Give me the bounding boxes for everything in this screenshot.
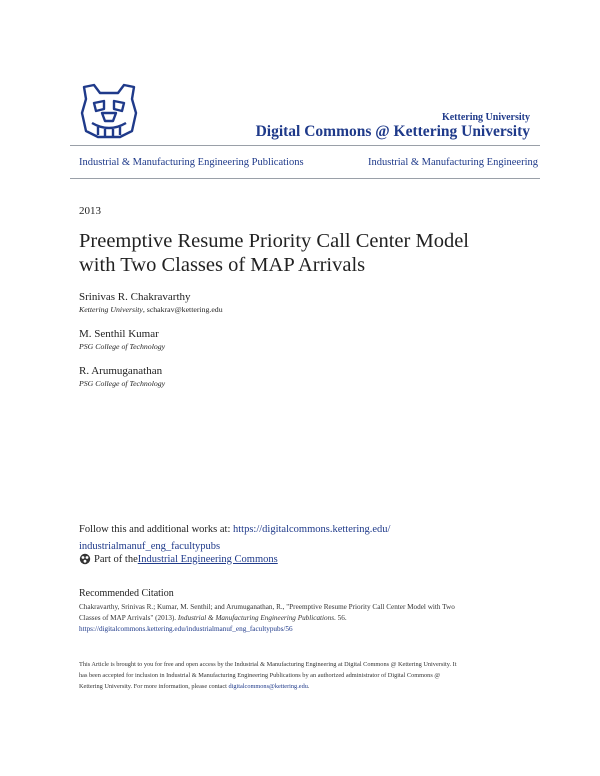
author-affiliation: PSG College of Technology: [79, 379, 166, 388]
access-line-3-prefix: Kettering University. For more information, please contact: [79, 683, 229, 690]
author-block-2: [79, 327, 165, 352]
follow-url-line-1[interactable]: https://digitalcommons.kettering.edu/: [233, 524, 391, 535]
header-rule-bottom: [70, 178, 540, 179]
bulldog-logo: [78, 83, 140, 139]
follow-block: [79, 521, 390, 555]
citation-url[interactable]: https://digitalcommons.kettering.edu/industrialmanuf_eng_facultypubs/56: [79, 625, 293, 633]
citation-line-2-end: . 56.: [334, 614, 347, 622]
author-email[interactable]: , schakrav@kettering.edu: [142, 305, 223, 314]
nav-link-department[interactable]: Industrial & Manufacturing Engineering: [368, 157, 538, 168]
access-line-2: has been accepted for inclusion in Industrial & Manufacturing Engineering Publications by an authorized administrator of Digital Commons @: [79, 672, 441, 679]
citation-line-2-plain: Classes of MAP Arrivals" (2013).: [79, 614, 178, 622]
article-title-line-1: Preemptive Resume Priority Call Center Model: [79, 230, 470, 252]
network-icon: [79, 553, 91, 565]
bulldog-icon: [78, 83, 140, 139]
author-block-1: [79, 290, 223, 315]
citation-series: Industrial & Manufacturing Engineering Publications: [177, 614, 335, 622]
repository-title[interactable]: Digital Commons @ Kettering University: [255, 123, 530, 140]
follow-prefix: Follow this and additional works at:: [79, 524, 233, 535]
part-of-line: [79, 553, 278, 565]
publication-year: 2013: [79, 205, 101, 217]
citation-line-1: Chakravarthy, Srinivas R.; Kumar, M. Senthil; and Arumuganathan, R., "Preemptive Resume Priority Call Center Model with Two: [79, 603, 455, 611]
institution-name[interactable]: Kettering University: [441, 112, 530, 123]
author-name: M. Senthil Kumar: [79, 328, 159, 340]
citation-body: [79, 602, 539, 635]
nav-link-publications[interactable]: Industrial & Manufacturing Engineering Publications: [79, 157, 304, 168]
access-line-1: This Article is brought to you for free and open access by the Industrial & Manufacturing Engineering at Digital Commons @ Kettering University. It: [79, 661, 457, 668]
access-statement: [79, 659, 549, 692]
commons-link[interactable]: Industrial Engineering Commons: [137, 553, 278, 565]
part-of-prefix: Part of the: [94, 553, 138, 565]
follow-url-line-2[interactable]: industrialmanuf_eng_facultypubs: [79, 541, 221, 552]
author-affiliation: PSG College of Technology: [79, 342, 166, 351]
header-rule-top: [70, 145, 540, 146]
access-line-3-end: .: [307, 683, 310, 690]
contact-email-link[interactable]: digitalcommons@kettering.edu: [228, 683, 308, 690]
author-name: R. Arumuganathan: [79, 365, 163, 377]
article-title-line-2: with Two Classes of MAP Arrivals: [79, 254, 366, 276]
citation-heading: Recommended Citation: [79, 588, 174, 599]
author-block-3: [79, 364, 165, 389]
author-affiliation: Kettering University: [79, 305, 143, 314]
author-name: Srinivas R. Chakravarthy: [79, 291, 191, 303]
article-title: [79, 229, 469, 277]
